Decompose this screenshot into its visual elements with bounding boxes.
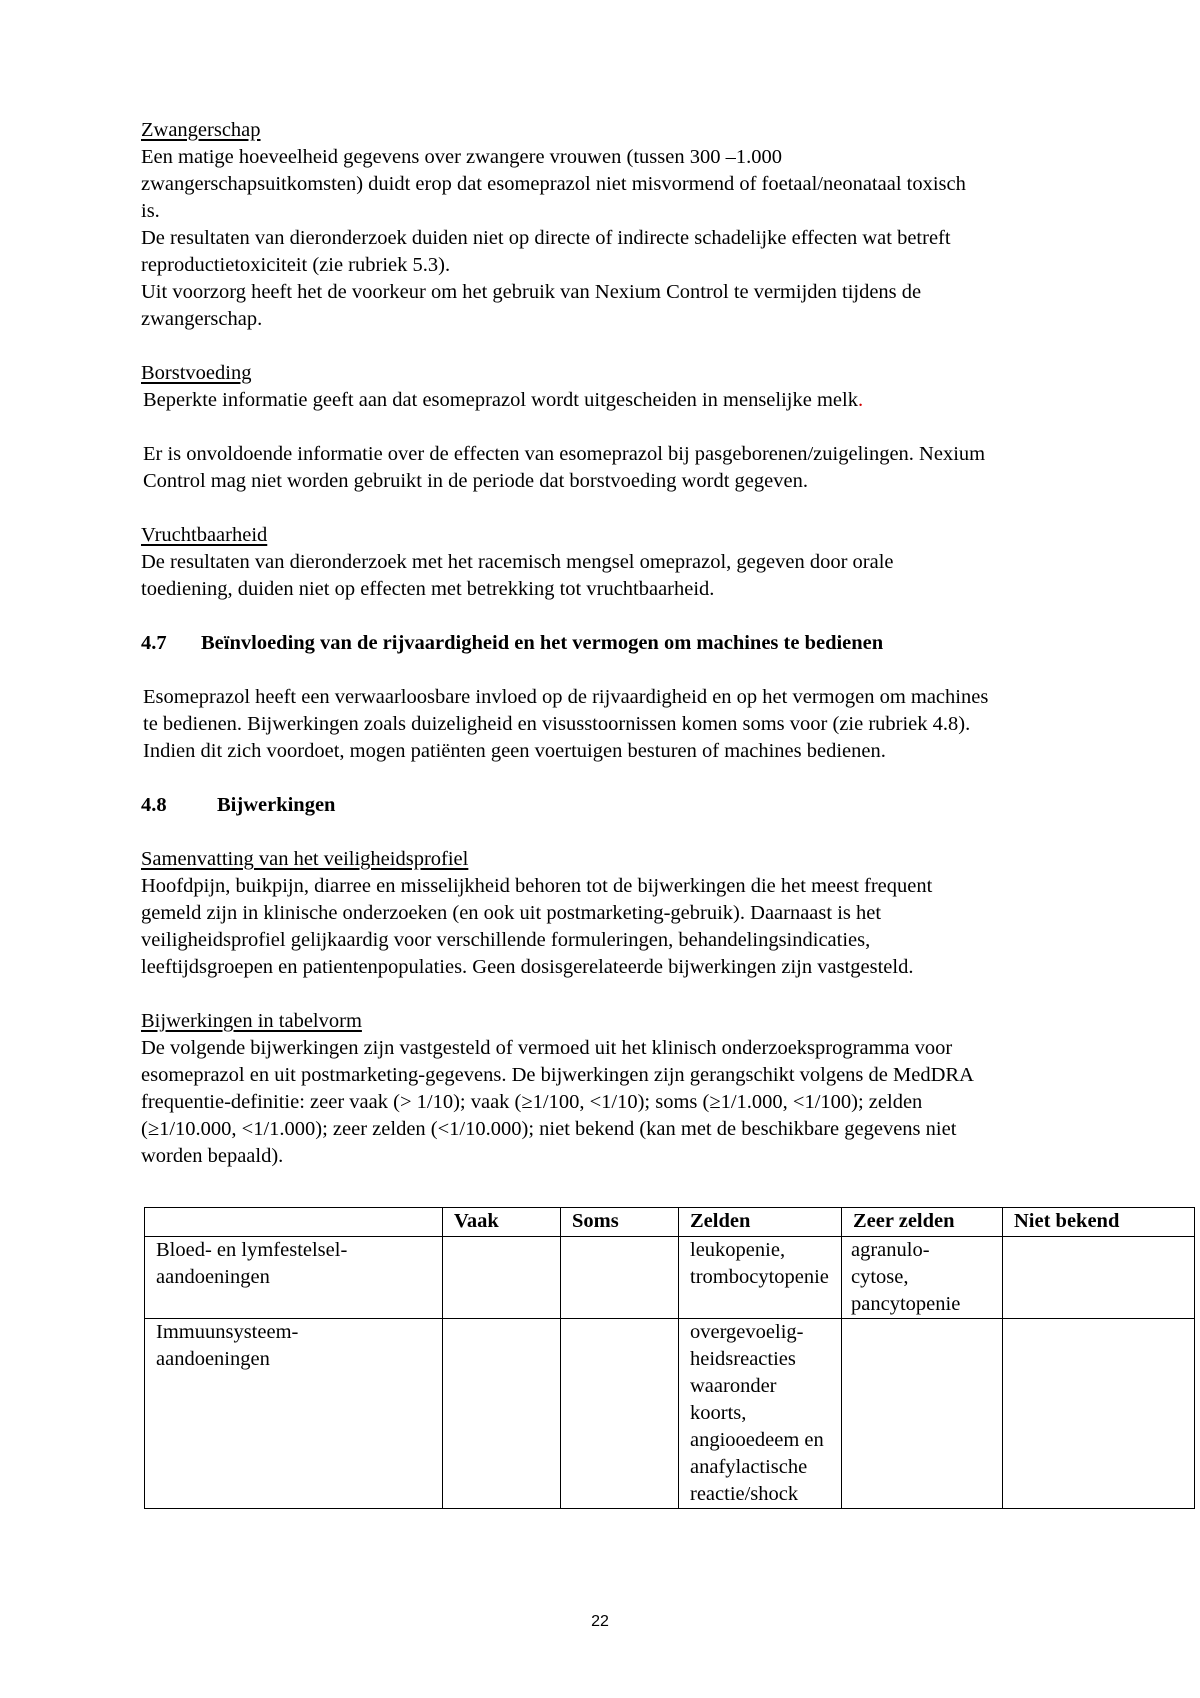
zeer-zelden-cell xyxy=(842,1319,1003,1509)
organ-class-cell xyxy=(145,1319,443,1509)
pregnancy-line-4: De resultaten van dieronderzoek duiden niet op directe of indirecte schadelijke effecten wat betreft xyxy=(141,227,951,249)
cell-line: Bloed- en lymfestelsel- xyxy=(156,1239,348,1261)
fertility-heading: Vruchtbaarheid xyxy=(141,524,268,546)
zeer-zelden-cell xyxy=(842,1237,1003,1319)
breastfeeding-line-1 xyxy=(141,387,1141,414)
breastfeeding-section xyxy=(141,360,1141,414)
section-4-7-number: 4.7 xyxy=(141,632,167,654)
cell-line: pancytopenie xyxy=(851,1293,961,1315)
section-4-7-line-3: Indien dit zich voordoet, mogen patiënten geen voertuigen besturen of machines bedienen. xyxy=(143,740,886,762)
cell-line: reactie/shock xyxy=(690,1483,799,1505)
niet-bekend-cell xyxy=(1003,1319,1195,1509)
document-page xyxy=(141,117,1141,1197)
cell-line: koorts, xyxy=(690,1402,747,1424)
pregnancy-line-7: zwangerschap. xyxy=(141,308,263,330)
section-4-8-title xyxy=(141,792,1141,819)
pregnancy-line-6: Uit voorzorg heeft het de voorkeur om het gebruik van Nexium Control te vermijden tijdens de xyxy=(141,281,922,303)
pregnancy-line-5: reproductietoxiciteit (zie rubriek 5.3). xyxy=(141,254,451,276)
cell-line: anafylactische xyxy=(690,1456,808,1478)
adverse-reactions-table xyxy=(144,1207,1195,1509)
cell-line: leukopenie, xyxy=(690,1239,786,1261)
cell-line: waaronder xyxy=(690,1375,777,1397)
tabular-intro-line-3: frequentie-definitie: zeer vaak (> 1/10); vaak (≥1/100, <1/10); soms (≥1/1.000, <1/100); zelden xyxy=(141,1091,923,1113)
safety-summary-section xyxy=(141,846,1141,981)
breastfeeding-heading: Borstvoeding xyxy=(141,362,252,384)
header-vaak: Vaak xyxy=(443,1208,561,1237)
safety-summary-line-4: leeftijdsgroepen en patientenpopulaties. Geen dosisgerelateerde bijwerkingen zijn vastgesteld. xyxy=(141,956,914,978)
zelden-cell xyxy=(679,1319,842,1509)
tabular-intro-line-1: De volgende bijwerkingen zijn vastgesteld of vermoed uit het klinisch onderzoeksprogramma voor xyxy=(141,1037,953,1059)
cell-line: overgevoelig- xyxy=(690,1321,804,1343)
section-4-7-line-2: te bedienen. Bijwerkingen zoals duizeligheid en visusstoornissen komen soms voor (zie rubriek 4.8). xyxy=(143,713,971,735)
cell-line: trombocytopenie xyxy=(690,1266,829,1288)
section-4-7-title xyxy=(141,630,1141,657)
tabular-heading: Bijwerkingen in tabelvorm xyxy=(141,1010,362,1032)
table-row xyxy=(145,1319,1195,1509)
cell-line: agranulo- xyxy=(851,1239,930,1261)
pregnancy-line-1: Een matige hoeveelheid gegevens over zwangere vrouwen (tussen 300 –1.000 xyxy=(141,146,782,168)
organ-class-cell xyxy=(145,1237,443,1319)
cell-line: cytose, xyxy=(851,1266,909,1288)
fertility-section xyxy=(141,522,1141,603)
safety-summary-line-3: veiligheidsprofiel gelijkaardig voor verschillende formuleringen, behandelingsindicaties, xyxy=(141,929,871,951)
breastfeeding-para-2 xyxy=(141,441,1141,495)
page-number: 22 xyxy=(591,1613,609,1630)
header-organ-class xyxy=(145,1208,443,1237)
table-row xyxy=(145,1237,1195,1319)
section-4-7-body xyxy=(141,684,1141,765)
tabular-intro-line-4: (≥1/10.000, <1/1.000); zeer zelden (<1/10.000); niet bekend (kan met de beschikbare gegevens niet xyxy=(141,1118,957,1140)
breastfeeding-para2-line-2: Control mag niet worden gebruikt in de periode dat borstvoeding wordt gegeven. xyxy=(143,470,808,492)
cell-line: aandoeningen xyxy=(156,1266,270,1288)
header-zeer-zelden: Zeer zelden xyxy=(842,1208,1003,1237)
soms-cell xyxy=(561,1319,679,1509)
pregnancy-line-3: is. xyxy=(141,200,160,222)
section-4-7-title-text: Beïnvloeding van de rijvaardigheid en het vermogen om machines te bedienen xyxy=(201,632,884,654)
section-4-7-line-1: Esomeprazol heeft een verwaarloosbare invloed op de rijvaardigheid en op het vermogen om machines xyxy=(143,686,989,708)
safety-summary-line-2: gemeld zijn in klinische onderzoeken (en ook uit postmarketing-gebruik). Daarnaast is het xyxy=(141,902,882,924)
header-soms: Soms xyxy=(561,1208,679,1237)
safety-summary-line-1: Hoofdpijn, buikpijn, diarree en misselijkheid behoren tot de bijwerkingen die het meest frequent xyxy=(141,875,933,897)
soms-cell xyxy=(561,1237,679,1319)
tabular-intro-line-5: worden bepaald). xyxy=(141,1145,284,1167)
cell-line: angiooedeem en xyxy=(690,1429,824,1451)
fertility-line-1: De resultaten van dieronderzoek met het racemisch mengsel omeprazol, gegeven door orale xyxy=(141,551,894,573)
breastfeeding-para2-line-1: Er is onvoldoende informatie over de effecten van esomeprazol bij pasgeborenen/zuigelingen. Nexium xyxy=(143,443,986,465)
fertility-line-2: toediening, duiden niet op effecten met betrekking tot vruchtbaarheid. xyxy=(141,578,715,600)
table-header-row xyxy=(145,1208,1195,1237)
cell-line: Immuunsysteem- xyxy=(156,1321,299,1343)
pregnancy-line-2: zwangerschapsuitkomsten) duidt erop dat esomeprazol niet misvormend of foetaal/neonataal toxisch xyxy=(141,173,966,195)
niet-bekend-cell xyxy=(1003,1237,1195,1319)
tabular-intro-line-2: esomeprazol en uit postmarketing-gegevens. De bijwerkingen zijn gerangschikt volgens de MedDRA xyxy=(141,1064,974,1086)
header-zelden: Zelden xyxy=(679,1208,842,1237)
vaak-cell xyxy=(443,1319,561,1509)
tabular-section xyxy=(141,1008,1141,1170)
breastfeeding-line-1-end: . xyxy=(857,389,864,411)
cell-line: heidsreacties xyxy=(690,1348,796,1370)
breastfeeding-line-1-text: Beperkte informatie geeft aan dat esomeprazol wordt uitgescheiden in menselijke melk xyxy=(143,389,858,411)
safety-summary-heading: Samenvatting van het veiligheidsprofiel xyxy=(141,848,469,870)
section-4-8-title-text: Bijwerkingen xyxy=(217,794,336,816)
pregnancy-heading: Zwangerschap xyxy=(141,119,261,141)
header-niet-bekend: Niet bekend xyxy=(1003,1208,1195,1237)
section-4-8-number: 4.8 xyxy=(141,794,167,816)
pregnancy-section xyxy=(141,117,1141,333)
cell-line: aandoeningen xyxy=(156,1348,270,1370)
zelden-cell xyxy=(679,1237,842,1319)
vaak-cell xyxy=(443,1237,561,1319)
